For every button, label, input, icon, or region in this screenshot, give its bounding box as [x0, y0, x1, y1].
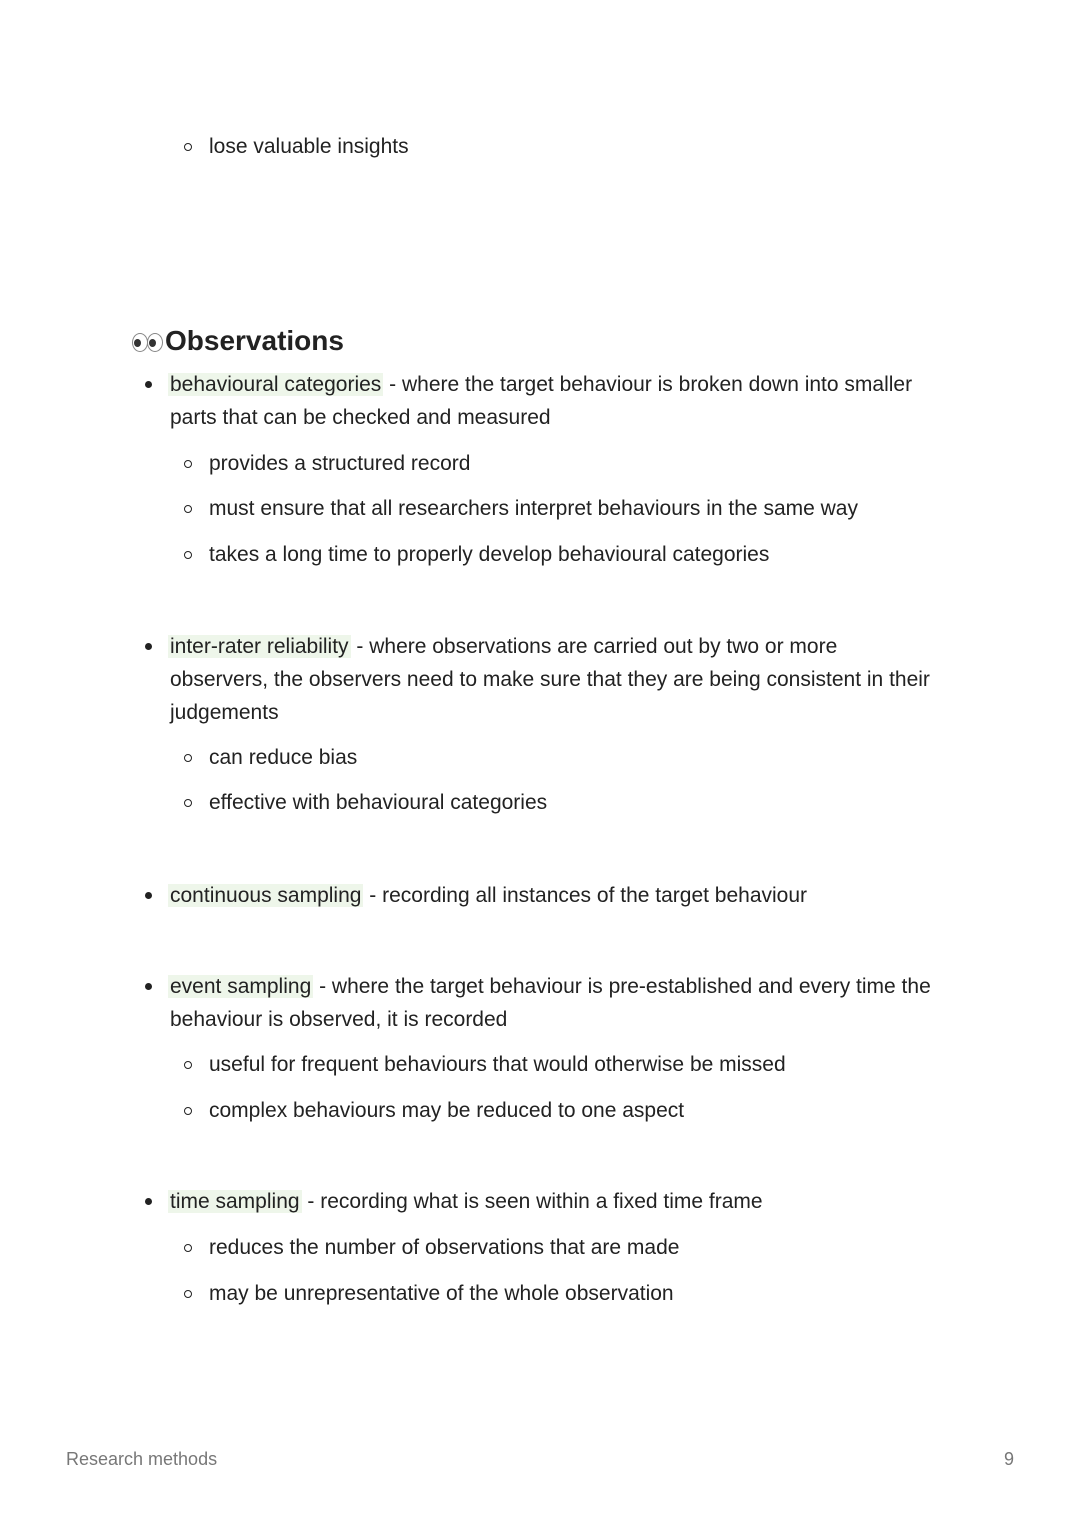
term-description: - where the target behaviour is broken down into smaller parts that can be checked and measured: [170, 373, 913, 429]
list-item: [183, 451, 470, 477]
term-highlight: event sampling: [170, 975, 312, 998]
eyes-icon: [131, 328, 165, 354]
list-item-text: useful for frequent behaviours that would otherwise be missed: [209, 1053, 786, 1076]
term-highlight: behavioural categories: [170, 373, 382, 396]
term-description: - recording all instances of the target behaviour: [363, 884, 808, 907]
list-item-text: effective with behavioural categories: [209, 791, 548, 814]
list-item-text: must ensure that all researchers interpret behaviours in the same way: [209, 497, 858, 520]
section-title: Observations: [165, 325, 344, 356]
term-description: - where observations are carried out by two or more observers, the observers need to make sure that they are being consistent in their judgements: [170, 635, 930, 724]
list-item: [170, 1185, 950, 1218]
section-heading: [131, 324, 344, 358]
list-item: [183, 496, 858, 522]
list-item-text: takes a long time to properly develop behavioural categories: [209, 543, 770, 566]
list-item: [170, 970, 940, 1036]
list-item-text: may be unrepresentative of the whole observation: [209, 1282, 674, 1305]
list-item: [183, 1052, 786, 1078]
term-highlight: continuous sampling: [170, 884, 362, 907]
page-number: 9: [1004, 1449, 1015, 1469]
list-item-text: provides a structured record: [209, 452, 471, 475]
list-item-text: reduces the number of observations that are made: [209, 1236, 680, 1259]
term-highlight: inter-rater reliability: [170, 635, 349, 658]
list-item: [183, 1235, 679, 1261]
term-description: - recording what is seen within a fixed time frame: [301, 1190, 763, 1213]
list-item: [183, 542, 769, 568]
list-item-text: lose valuable insights: [209, 135, 409, 158]
list-item: [183, 745, 357, 771]
list-item: [170, 630, 930, 729]
list-item: [170, 368, 950, 434]
footer-title: Research methods: [66, 1449, 218, 1469]
list-item: [170, 879, 950, 912]
list-item-text: can reduce bias: [209, 746, 358, 769]
list-item: [183, 1098, 684, 1124]
list-item-text: complex behaviours may be reduced to one aspect: [209, 1099, 685, 1122]
list-item: [183, 790, 547, 816]
list-item: [183, 134, 409, 160]
list-item: [183, 1281, 674, 1307]
term-highlight: time sampling: [170, 1190, 300, 1213]
term-description: - where the target behaviour is pre-established and every time the behaviour is observed, it is recorded: [170, 975, 931, 1031]
